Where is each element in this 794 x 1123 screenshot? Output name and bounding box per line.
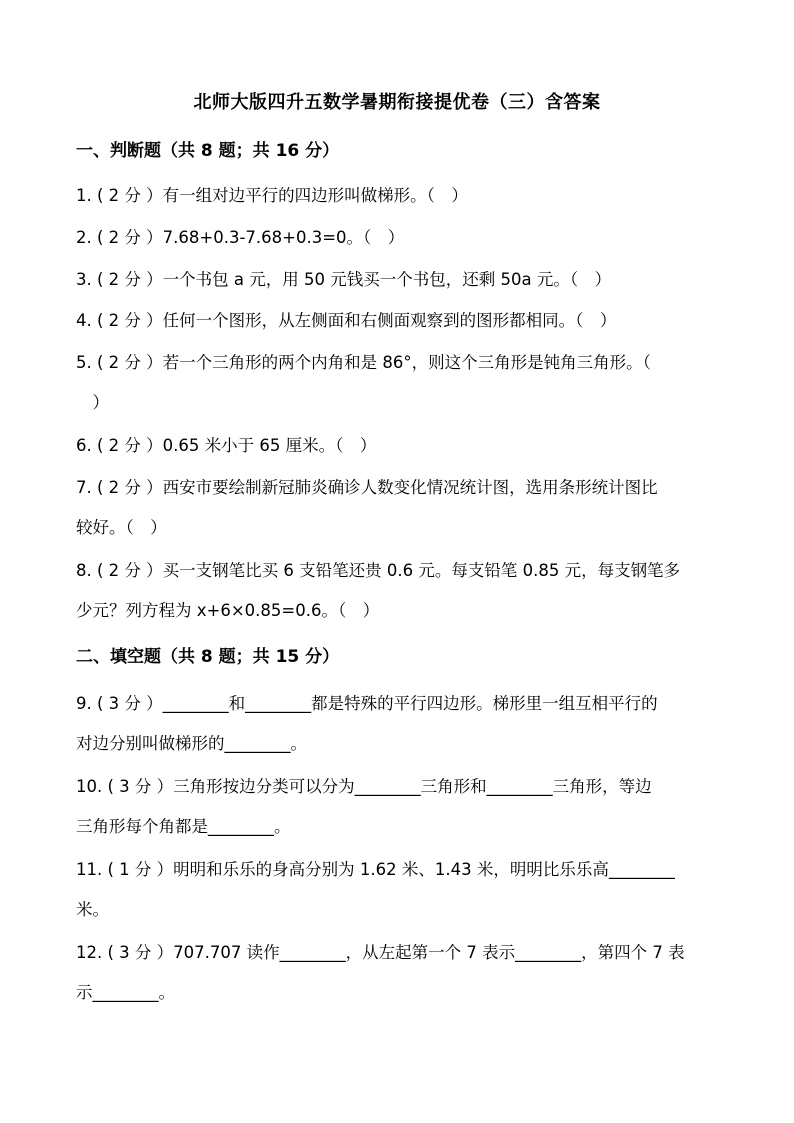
question-5 bbox=[76, 343, 720, 423]
question-12 bbox=[76, 933, 720, 1013]
question-8 bbox=[76, 551, 720, 631]
section-heading-fill-in: 二、填空题（共 8 题；共 15 分） bbox=[76, 647, 340, 667]
question-line: 5. ( 2 分 ）若一个三角形的两个内角和是 86°，则这个三角形是钝角三角形。（ bbox=[76, 353, 651, 372]
question-line: 3. ( 2 分 ）一个书包 a 元，用 50 元钱买一个书包，还剩 50a 元。（ ） bbox=[76, 270, 612, 289]
question-line: 12. ( 3 分 ）707.707 读作________，从左起第一个 7 表示________，第四个 7 表 bbox=[76, 943, 685, 962]
question-line: 11. ( 1 分 ）明明和乐乐的身高分别为 1.62 米、1.43 米，明明比乐乐高________ bbox=[76, 860, 675, 879]
question-line-continued: 米。 bbox=[76, 900, 109, 919]
question-10 bbox=[76, 767, 720, 847]
question-line-continued: 对边分别叫做梯形的________。 bbox=[76, 734, 307, 753]
question-line-continued: ） bbox=[76, 393, 109, 412]
question-line: 8. ( 2 分 ）买一支钢笔比买 6 支铅笔还贵 0.6 元。每支铅笔 0.85 元，每支钢笔多 bbox=[76, 561, 681, 580]
question-line: 7. ( 2 分 ）西安市要绘制新冠肺炎确诊人数变化情况统计图，选用条形统计图比 bbox=[76, 478, 658, 497]
question-1 bbox=[76, 176, 720, 216]
question-line: 1. ( 2 分 ）有一组对边平行的四边形叫做梯形。（ ） bbox=[76, 186, 468, 205]
question-line-continued: 少元？列方程为 x+6×0.85=0.6。（ ） bbox=[76, 601, 380, 620]
question-line: 9. ( 3 分 ）________和________都是特殊的平行四边形。梯形里一组互相平行的 bbox=[76, 694, 658, 713]
question-line: 4. ( 2 分 ）任何一个图形，从左侧面和右侧面观察到的图形都相同。（ ） bbox=[76, 311, 617, 330]
question-6 bbox=[76, 426, 720, 466]
question-11 bbox=[76, 850, 720, 930]
question-line: 2. ( 2 分 ）7.68+0.3-7.68+0.3=0。（ ） bbox=[76, 228, 405, 247]
question-line: 10. ( 3 分 ）三角形按边分类可以分为________三角形和________三角形，等边 bbox=[76, 777, 652, 796]
section-heading-judgement: 一、判断题（共 8 题；共 16 分） bbox=[76, 141, 340, 161]
question-7 bbox=[76, 468, 720, 548]
question-line: 6. ( 2 分 ）0.65 米小于 65 厘米。（ ） bbox=[76, 436, 377, 455]
question-9 bbox=[76, 684, 720, 764]
question-line-continued: 三角形每个角都是________。 bbox=[76, 817, 291, 836]
question-line-continued: 示________。 bbox=[76, 983, 175, 1002]
question-2 bbox=[76, 218, 720, 258]
question-4 bbox=[76, 301, 720, 341]
question-line-continued: 较好。（ ） bbox=[76, 518, 167, 537]
page-title: 北师大版四升五数学暑期衔接提优卷（三）含答案 bbox=[193, 92, 601, 113]
question-3 bbox=[76, 260, 720, 300]
